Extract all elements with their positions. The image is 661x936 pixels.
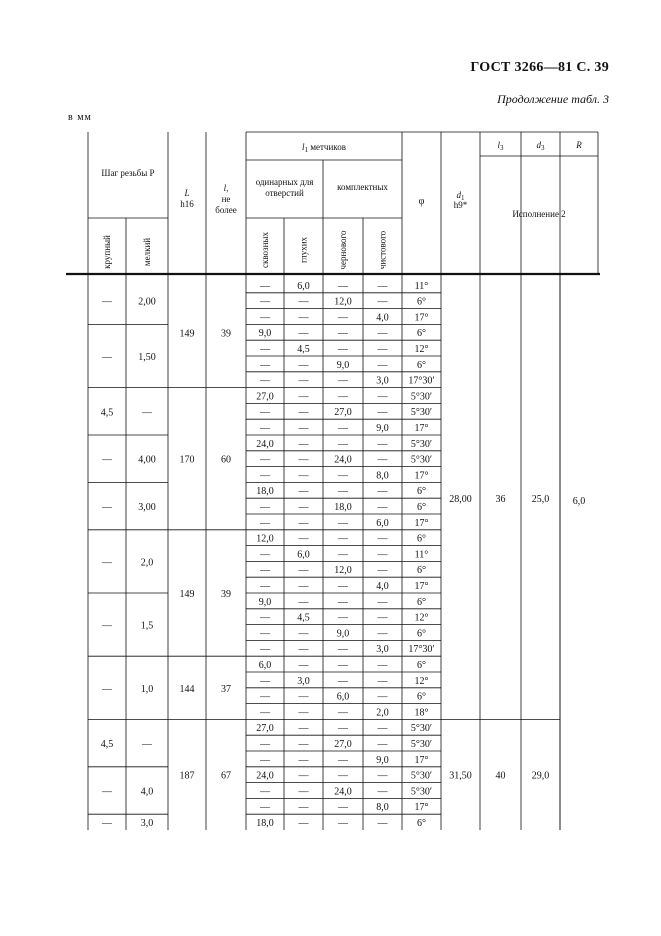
table-cell: 11° — [414, 549, 429, 561]
table-cell: — — [298, 818, 309, 829]
table-cell: — — [338, 644, 348, 656]
table-cell: — — [377, 612, 388, 624]
table-cell: — — [260, 802, 270, 814]
table-cell: 6,0 — [297, 280, 310, 292]
table-cell: — — [377, 407, 388, 419]
table-cell: 6° — [417, 296, 426, 308]
cell-L: 187 — [179, 770, 195, 782]
cell-pitch-coarse: 4,5 — [100, 739, 114, 751]
table-cell: — — [338, 375, 348, 387]
table-cell: — — [338, 470, 348, 482]
unit-label: в мм — [68, 112, 92, 123]
table-cell: — — [377, 691, 388, 703]
table-cell: — — [298, 375, 309, 387]
cell-l: 39 — [221, 589, 231, 600]
table-cell: 6,0 — [297, 549, 310, 561]
table-cell: — — [298, 438, 309, 450]
cell-l3: 36 — [495, 494, 506, 506]
table-cell: — — [338, 660, 348, 671]
table-cell: — — [298, 644, 309, 656]
cell-l: 60 — [221, 454, 231, 466]
cell-d3: 29,0 — [531, 770, 550, 782]
table-cell: 12° — [414, 675, 429, 687]
table-cell: 17° — [414, 802, 429, 814]
header-through: сквозных — [260, 232, 270, 268]
table-cell: — — [260, 344, 270, 355]
table-cell: — — [338, 581, 348, 592]
table-cell: — — [260, 707, 270, 719]
table-cell: 6,0 — [258, 660, 272, 671]
header-L-tol: h16 — [180, 199, 194, 209]
header-version: Исполнение 2 — [512, 209, 566, 219]
table-cell: 18,0 — [256, 818, 274, 829]
cell-d1: 28,00 — [449, 494, 472, 506]
table-cell: — — [298, 723, 309, 735]
table-cell: — — [298, 691, 309, 703]
cell-pitch-fine: — — [142, 407, 152, 419]
cell-pitch-coarse: — — [102, 352, 112, 363]
table-cell: 9,0 — [336, 628, 350, 640]
cell-R: 6,0 — [572, 496, 586, 507]
table-cell: — — [377, 328, 388, 340]
header-l: l, — [223, 183, 229, 193]
cell-pitch-coarse: — — [102, 818, 112, 830]
cell-pitch-fine: 4,0 — [140, 786, 154, 798]
table-cell: 4,5 — [297, 612, 310, 624]
table-cell: — — [338, 280, 348, 292]
table-cell: — — [260, 549, 270, 561]
cell-pitch-fine: 3,00 — [138, 502, 156, 514]
table-cell: — — [377, 723, 388, 735]
table-cell: 27,0 — [334, 407, 352, 419]
table-cell: — — [338, 533, 348, 545]
table-cell: 8,0 — [376, 470, 389, 482]
cell-pitch-coarse: — — [102, 502, 112, 514]
table-cell: — — [260, 581, 270, 592]
table-cell: 12° — [414, 612, 429, 624]
table-cell: — — [298, 802, 309, 814]
cell-pitch-fine: — — [142, 739, 152, 751]
cell-pitch-coarse: — — [102, 620, 112, 632]
table-cell: — — [298, 660, 309, 671]
table-cell: — — [377, 770, 388, 782]
table-cell: — — [338, 754, 348, 766]
table-cell: 12,0 — [334, 565, 352, 577]
table-cell: 5°30′ — [410, 407, 433, 419]
table-cell: — — [298, 517, 309, 529]
header-d3: $d_3$ — [536, 140, 545, 152]
table-cell: 12,0 — [334, 296, 352, 308]
header-d1: $d_1$ — [456, 190, 465, 202]
header-l-line3: более — [215, 205, 237, 215]
cell-L: 149 — [179, 328, 195, 340]
table-cell: — — [338, 517, 348, 529]
table-cell: 27,0 — [256, 391, 274, 403]
table-cell: — — [338, 818, 348, 829]
table-cell: — — [298, 391, 309, 403]
cell-pitch-fine: 1,50 — [138, 352, 156, 363]
table-cell: 11° — [414, 280, 429, 292]
table-cell: 5°30′ — [410, 454, 433, 466]
table-cell: 9,0 — [258, 328, 272, 340]
table-cell: 24,0 — [334, 786, 352, 798]
table-cell: — — [338, 723, 348, 735]
table-cell: — — [298, 296, 309, 308]
table-cell: 4,5 — [297, 344, 310, 355]
table-cell: 17° — [414, 754, 429, 766]
table-cell: — — [260, 407, 270, 419]
header-blind: глухих — [298, 236, 309, 264]
table-cell: 6° — [417, 628, 426, 640]
table-cell: 12° — [414, 344, 429, 355]
table-cell: 24,0 — [256, 770, 274, 782]
header-d1-tol: h9* — [453, 200, 468, 210]
table-cell: — — [260, 296, 270, 308]
table-cell: — — [298, 786, 309, 798]
table-cell: — — [338, 596, 348, 608]
table-cell: 6° — [417, 818, 426, 829]
table-cell: — — [260, 691, 270, 703]
table-cell: — — [338, 770, 348, 782]
table-cell: — — [298, 533, 309, 545]
table-cell: — — [338, 328, 348, 340]
table-cell: 6° — [417, 486, 426, 498]
table-cell: — — [260, 517, 270, 529]
table-cell: — — [377, 549, 388, 561]
table-cell: — — [260, 502, 270, 513]
table-cell: 5°30′ — [410, 739, 433, 750]
page-header: ГОСТ 3266—81 С. 39 — [470, 60, 609, 75]
table-cell: — — [377, 438, 388, 450]
table-cell: — — [377, 359, 388, 371]
table-cell: — — [298, 565, 309, 577]
cell-pitch-coarse: 4,5 — [100, 407, 114, 419]
table-cell: — — [377, 675, 388, 687]
table-cell: — — [338, 312, 348, 324]
table-cell: 12,0 — [256, 533, 274, 545]
table-cell: — — [260, 470, 270, 482]
table-cell: — — [298, 770, 309, 782]
table-cell: 18,0 — [334, 502, 352, 513]
table-cell: — — [298, 423, 309, 434]
header-finish: чистового — [377, 230, 388, 270]
table-cell: 17°30′ — [408, 375, 435, 387]
cell-pitch-coarse: — — [102, 454, 112, 466]
cell-pitch-fine: 4,00 — [138, 454, 156, 466]
table-cell: — — [298, 470, 309, 482]
table-cell: 5°30′ — [410, 770, 433, 782]
table-cell: 27,0 — [256, 723, 274, 735]
table-cell: — — [377, 660, 388, 671]
cell-pitch-coarse: — — [102, 683, 112, 695]
table-cell: — — [298, 328, 309, 340]
cell-l: 37 — [221, 683, 231, 695]
table-cell: — — [377, 280, 388, 292]
cell-pitch-fine: 3,0 — [140, 818, 154, 830]
table-cell: — — [298, 312, 309, 324]
table-cell: 2,0 — [376, 707, 389, 719]
table-cell: — — [338, 802, 348, 814]
table-cell: — — [377, 296, 388, 308]
table-cell: 5°30′ — [410, 438, 433, 450]
table-cell: 17° — [414, 423, 429, 434]
header-rough: чернового — [338, 230, 348, 270]
table-cell: 9,0 — [376, 754, 389, 766]
header-l-line2: не — [221, 194, 231, 204]
table-cell: — — [338, 675, 348, 687]
table-cell: 24,0 — [334, 454, 352, 466]
table-cell: 9,0 — [336, 359, 350, 371]
table-cell: 9,0 — [376, 423, 389, 434]
header-R: R — [576, 140, 582, 150]
table-cell: — — [338, 438, 348, 450]
table-cell: — — [377, 391, 388, 403]
table-cell: 5°30′ — [410, 391, 433, 403]
table-cell: 17° — [414, 470, 429, 482]
table-cell: — — [298, 486, 309, 498]
table-cell: — — [338, 486, 348, 498]
table-cell: — — [377, 628, 388, 640]
table-cell: — — [338, 344, 348, 355]
table-cell: 6° — [417, 328, 426, 340]
table-cell: — — [260, 675, 270, 687]
table-cell: 17° — [414, 312, 429, 324]
table-cell: 4,0 — [376, 581, 389, 592]
table-cell: — — [298, 454, 309, 466]
table-cell: — — [377, 454, 388, 466]
table-cell: — — [298, 502, 309, 513]
cell-pitch-fine: 2,00 — [138, 296, 156, 308]
cell-pitch-fine: 1,5 — [140, 620, 154, 632]
table-cell: — — [338, 612, 348, 624]
table-cell: — — [377, 739, 388, 750]
table-cell: — — [260, 565, 270, 577]
cell-l3: 40 — [495, 770, 506, 782]
table-cell: — — [338, 707, 348, 719]
table-cell: 6,0 — [336, 691, 350, 703]
table-cell: 3,0 — [376, 375, 389, 387]
table-cell: 24,0 — [256, 438, 274, 450]
table-cell: 9,0 — [258, 596, 272, 608]
cell-L: 170 — [179, 454, 195, 466]
table-cell: — — [298, 628, 309, 640]
table-cell: 27,0 — [334, 739, 352, 750]
header-L: L — [184, 188, 190, 198]
table-cell: 6° — [417, 691, 426, 703]
table-cell: — — [260, 375, 270, 387]
table-cell: — — [260, 628, 270, 640]
table-cell: 6° — [417, 359, 426, 371]
table-cell: 6° — [417, 565, 426, 577]
table-cell: 6,0 — [376, 517, 389, 529]
table-continuation: Продолжение табл. 3 — [497, 92, 609, 106]
table-cell: — — [260, 312, 270, 324]
table-cell: — — [298, 581, 309, 592]
table-cell: — — [377, 486, 388, 498]
table-cell: — — [338, 423, 348, 434]
table-cell: — — [260, 754, 270, 766]
header-single: одинарных для — [255, 177, 314, 187]
table-cell: 17° — [414, 581, 429, 592]
table-cell: 6° — [417, 660, 426, 671]
table-cell: — — [338, 391, 348, 403]
table-cell: — — [338, 549, 348, 561]
table-cell: — — [260, 644, 270, 656]
table-cell: — — [260, 454, 270, 466]
table-cell: — — [377, 533, 388, 545]
table-cell: 18° — [414, 707, 429, 719]
table-cell: 5°30′ — [410, 786, 433, 798]
cell-l: 67 — [221, 770, 231, 782]
table-cell: — — [298, 596, 309, 608]
cell-pitch-coarse: — — [102, 296, 112, 308]
table-cell: — — [260, 359, 270, 371]
table-cell: 6° — [417, 533, 426, 545]
cell-pitch-coarse: — — [102, 557, 112, 569]
table-cell: — — [377, 565, 388, 577]
table-cell: — — [260, 786, 270, 798]
table-cell: 5°30′ — [410, 723, 433, 735]
table-cell: 6° — [417, 596, 426, 608]
cell-pitch-fine: 2,0 — [140, 557, 154, 569]
table-cell: — — [298, 407, 309, 419]
cell-L: 149 — [179, 589, 195, 600]
table-cell: 6° — [417, 502, 426, 513]
table-cell: — — [377, 786, 388, 798]
header-thread-pitch: Шаг резьбы P — [101, 168, 155, 178]
table-cell: 17°30′ — [408, 644, 435, 656]
table-cell: 8,0 — [376, 802, 389, 814]
table-cell: — — [260, 280, 270, 292]
header-l1: $l_1$ метчиков — [302, 142, 346, 154]
table-cell: — — [298, 707, 309, 719]
table-cell: 17° — [414, 517, 429, 529]
table-cell: — — [298, 359, 309, 371]
table-cell: — — [260, 612, 270, 624]
header-fine: мелкий — [142, 237, 152, 267]
header-coarse: крупный — [102, 235, 112, 269]
cell-d3: 25,0 — [531, 494, 550, 506]
cell-pitch-coarse: — — [102, 786, 112, 798]
table-cell: — — [260, 423, 270, 434]
cell-L: 144 — [179, 683, 195, 695]
header-set: комплектных — [337, 182, 388, 192]
table-cell: 3,0 — [376, 644, 389, 656]
table-cell: 18,0 — [256, 486, 274, 498]
header-phi: φ — [418, 196, 425, 207]
table-cell: 4,0 — [376, 312, 389, 324]
cell-pitch-fine: 1,0 — [140, 683, 154, 695]
cell-d1: 31,50 — [449, 770, 472, 782]
table-cell: — — [298, 739, 309, 750]
table-cell: — — [377, 502, 388, 513]
table-cell: — — [377, 596, 388, 608]
header-l3: $l_3$ — [497, 140, 504, 152]
header-single-line2: отверстий — [265, 188, 304, 198]
table-cell: — — [377, 344, 388, 355]
table-cell: 3,0 — [297, 675, 310, 687]
table-cell: — — [377, 818, 388, 829]
table-cell: — — [260, 739, 270, 750]
cell-l: 39 — [221, 328, 231, 340]
table-cell: — — [298, 754, 309, 766]
